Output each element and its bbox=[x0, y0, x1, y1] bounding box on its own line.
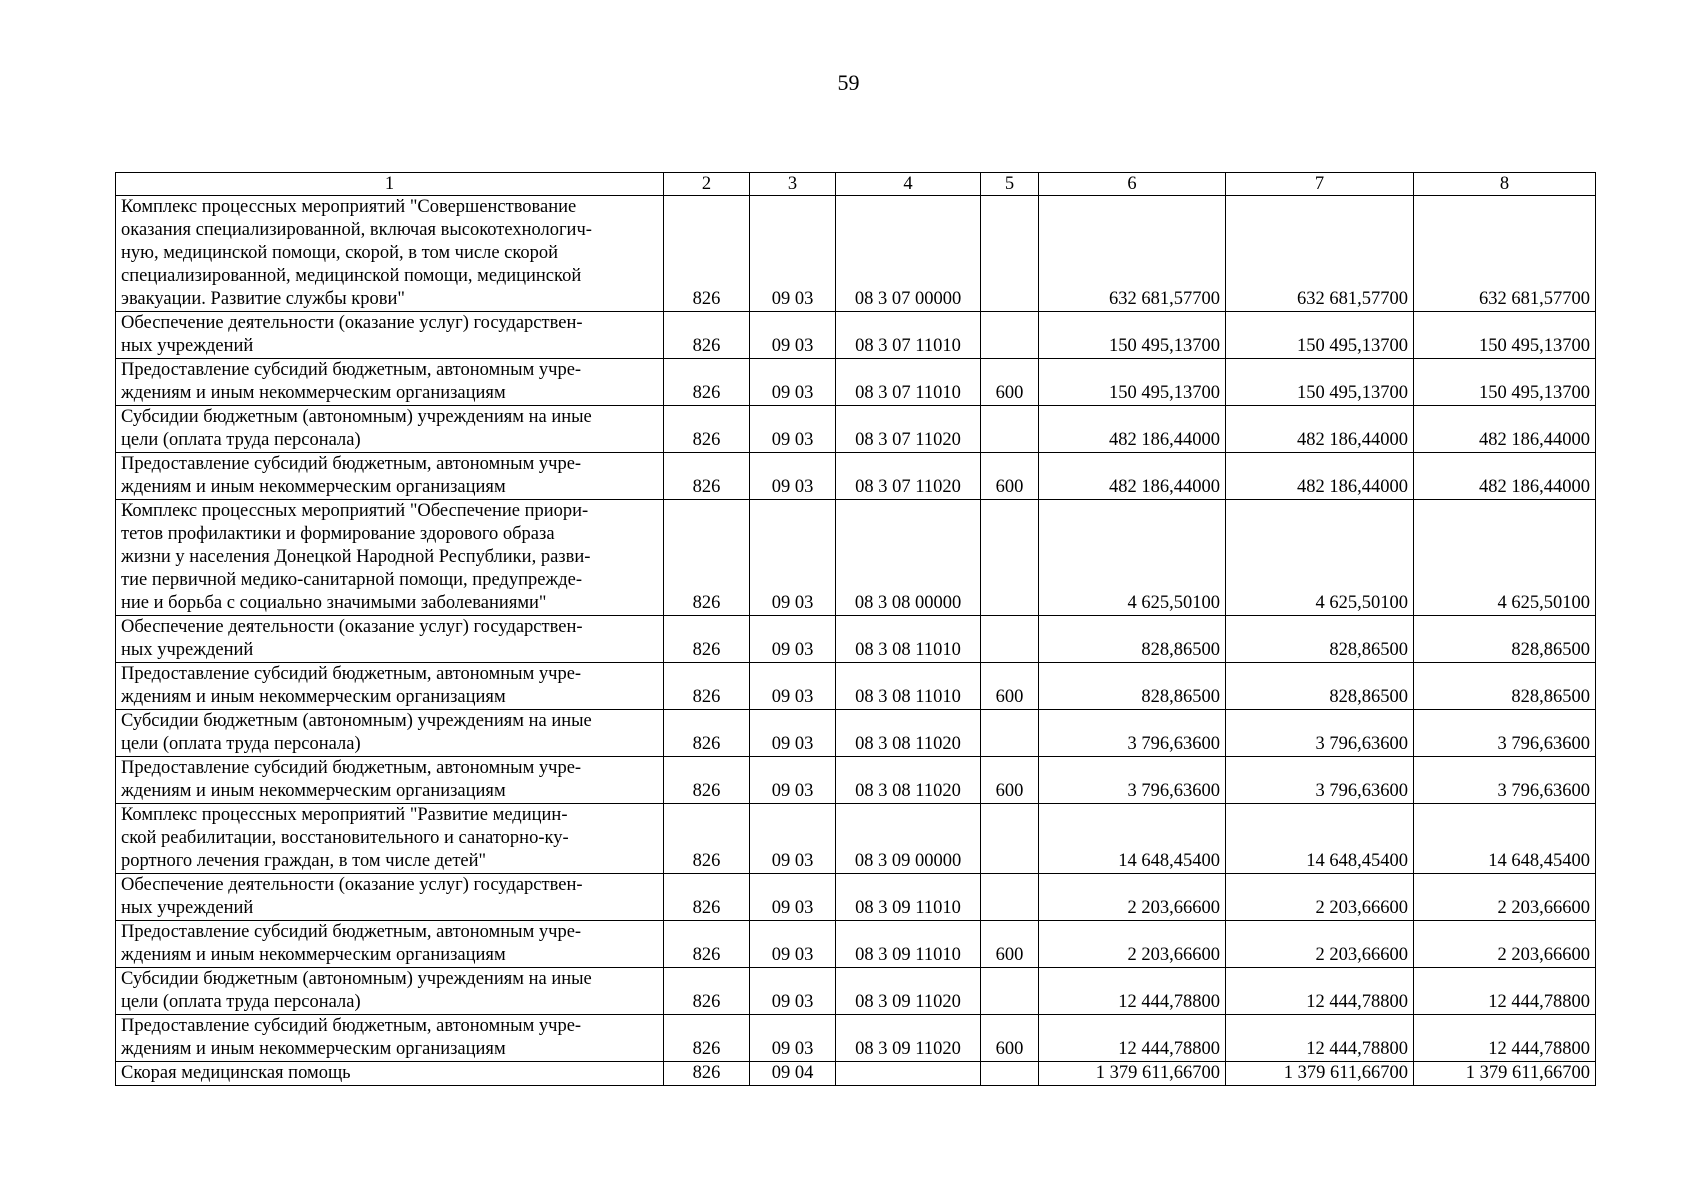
amount-year2-cell: 2 203,66600 bbox=[1226, 874, 1414, 921]
row-name-cell bbox=[116, 406, 664, 453]
subsection-code-cell: 09 04 bbox=[750, 1062, 836, 1086]
row-name-cell bbox=[116, 453, 664, 500]
amount-year2-cell: 12 444,78800 bbox=[1226, 1015, 1414, 1062]
target-article-cell: 08 3 08 00000 bbox=[836, 500, 981, 616]
section-code-cell: 826 bbox=[664, 710, 750, 757]
amount-year1-cell: 3 796,63600 bbox=[1039, 710, 1226, 757]
row-name-line: цели (оплата труда персонала) bbox=[121, 734, 361, 754]
header-col-8: 8 bbox=[1414, 173, 1596, 196]
table-row bbox=[116, 312, 1596, 359]
target-article-cell: 08 3 09 11010 bbox=[836, 921, 981, 968]
section-code-cell: 826 bbox=[664, 757, 750, 804]
row-name-line: ждениям и иным некоммерческим организациям bbox=[121, 1039, 506, 1059]
row-name-line: Предоставление субсидий бюджетным, автономным учре- bbox=[121, 758, 582, 778]
section-code-cell: 826 bbox=[664, 196, 750, 312]
expense-type-cell bbox=[981, 1062, 1039, 1086]
target-article-cell: 08 3 07 00000 bbox=[836, 196, 981, 312]
amount-year3-cell: 632 681,57700 bbox=[1414, 196, 1596, 312]
table-row bbox=[116, 804, 1596, 874]
table-row bbox=[116, 710, 1596, 757]
amount-year2-cell: 828,86500 bbox=[1226, 616, 1414, 663]
amount-year3-cell: 482 186,44000 bbox=[1414, 406, 1596, 453]
header-row bbox=[116, 173, 1596, 196]
row-name-line: Предоставление субсидий бюджетным, автономным учре- bbox=[121, 1016, 582, 1036]
table-row bbox=[116, 500, 1596, 616]
amount-year1-cell: 12 444,78800 bbox=[1039, 1015, 1226, 1062]
amount-year3-cell: 2 203,66600 bbox=[1414, 874, 1596, 921]
amount-year2-cell: 12 444,78800 bbox=[1226, 968, 1414, 1015]
row-name-line: ных учреждений bbox=[121, 640, 254, 660]
amount-year3-cell: 482 186,44000 bbox=[1414, 453, 1596, 500]
row-name-line: Субсидии бюджетным (автономным) учреждениям на иные bbox=[121, 711, 592, 731]
amount-year3-cell: 1 379 611,66700 bbox=[1414, 1062, 1596, 1086]
target-article-cell: 08 3 09 11010 bbox=[836, 874, 981, 921]
expense-type-cell: 600 bbox=[981, 453, 1039, 500]
amount-year1-cell: 482 186,44000 bbox=[1039, 453, 1226, 500]
amount-year1-cell: 2 203,66600 bbox=[1039, 921, 1226, 968]
row-name-line: Предоставление субсидий бюджетным, автономным учре- bbox=[121, 664, 582, 684]
row-name-line: специализированной, медицинской помощи, медицинской bbox=[121, 266, 582, 286]
subsection-code-cell: 09 03 bbox=[750, 757, 836, 804]
amount-year2-cell: 1 379 611,66700 bbox=[1226, 1062, 1414, 1086]
row-name-line: ных учреждений bbox=[121, 898, 254, 918]
row-name-line: Обеспечение деятельности (оказание услуг) государствен- bbox=[121, 617, 583, 637]
row-name-line: ждениям и иным некоммерческим организациям bbox=[121, 945, 506, 965]
row-name-line: Предоставление субсидий бюджетным, автономным учре- bbox=[121, 922, 582, 942]
section-code-cell: 826 bbox=[664, 312, 750, 359]
expense-type-cell bbox=[981, 874, 1039, 921]
amount-year2-cell: 632 681,57700 bbox=[1226, 196, 1414, 312]
section-code-cell: 826 bbox=[664, 406, 750, 453]
header-col-6: 6 bbox=[1039, 173, 1226, 196]
expense-type-cell: 600 bbox=[981, 921, 1039, 968]
table-row bbox=[116, 196, 1596, 312]
row-name-line: ние и борьба с социально значимыми заболеваниями" bbox=[121, 593, 547, 613]
row-name-line: Предоставление субсидий бюджетным, автономным учре- bbox=[121, 360, 582, 380]
amount-year2-cell: 482 186,44000 bbox=[1226, 406, 1414, 453]
amount-year2-cell: 3 796,63600 bbox=[1226, 757, 1414, 804]
expense-type-cell bbox=[981, 312, 1039, 359]
target-article-cell: 08 3 09 11020 bbox=[836, 1015, 981, 1062]
row-name-line: ных учреждений bbox=[121, 336, 254, 356]
row-name-cell bbox=[116, 804, 664, 874]
section-code-cell: 826 bbox=[664, 804, 750, 874]
row-name-line: Скорая медицинская помощь bbox=[121, 1063, 351, 1083]
subsection-code-cell: 09 03 bbox=[750, 804, 836, 874]
amount-year1-cell: 828,86500 bbox=[1039, 663, 1226, 710]
section-code-cell: 826 bbox=[664, 968, 750, 1015]
row-name-line: цели (оплата труда персонала) bbox=[121, 992, 361, 1012]
target-article-cell: 08 3 08 11020 bbox=[836, 757, 981, 804]
row-name-cell bbox=[116, 196, 664, 312]
amount-year3-cell: 2 203,66600 bbox=[1414, 921, 1596, 968]
table-row bbox=[116, 453, 1596, 500]
amount-year1-cell: 3 796,63600 bbox=[1039, 757, 1226, 804]
section-code-cell: 826 bbox=[664, 500, 750, 616]
expense-type-cell bbox=[981, 968, 1039, 1015]
amount-year1-cell: 12 444,78800 bbox=[1039, 968, 1226, 1015]
header-col-1: 1 bbox=[116, 173, 664, 196]
subsection-code-cell: 09 03 bbox=[750, 968, 836, 1015]
amount-year2-cell: 150 495,13700 bbox=[1226, 359, 1414, 406]
amount-year2-cell: 482 186,44000 bbox=[1226, 453, 1414, 500]
amount-year2-cell: 150 495,13700 bbox=[1226, 312, 1414, 359]
amount-year3-cell: 828,86500 bbox=[1414, 616, 1596, 663]
target-article-cell: 08 3 09 00000 bbox=[836, 804, 981, 874]
target-article-cell: 08 3 09 11020 bbox=[836, 968, 981, 1015]
target-article-cell bbox=[836, 1062, 981, 1086]
section-code-cell: 826 bbox=[664, 359, 750, 406]
table-row bbox=[116, 1062, 1596, 1086]
row-name-line: Предоставление субсидий бюджетным, автономным учре- bbox=[121, 454, 582, 474]
subsection-code-cell: 09 03 bbox=[750, 453, 836, 500]
row-name-line: рортного лечения граждан, в том числе детей" bbox=[121, 851, 487, 871]
amount-year3-cell: 12 444,78800 bbox=[1414, 968, 1596, 1015]
subsection-code-cell: 09 03 bbox=[750, 874, 836, 921]
row-name-cell bbox=[116, 921, 664, 968]
subsection-code-cell: 09 03 bbox=[750, 663, 836, 710]
row-name-line: ждениям и иным некоммерческим организациям bbox=[121, 477, 506, 497]
row-name-line: Комплекс процессных мероприятий "Совершенствование bbox=[121, 197, 577, 217]
table-row bbox=[116, 921, 1596, 968]
row-name-line: Субсидии бюджетным (автономным) учреждениям на иные bbox=[121, 969, 592, 989]
amount-year1-cell: 150 495,13700 bbox=[1039, 312, 1226, 359]
section-code-cell: 826 bbox=[664, 1062, 750, 1086]
table-body bbox=[116, 196, 1596, 1086]
row-name-line: ждениям и иным некоммерческим организациям bbox=[121, 781, 506, 801]
section-code-cell: 826 bbox=[664, 453, 750, 500]
row-name-cell bbox=[116, 1062, 664, 1086]
target-article-cell: 08 3 07 11010 bbox=[836, 359, 981, 406]
table-row bbox=[116, 757, 1596, 804]
header-col-4: 4 bbox=[836, 173, 981, 196]
header-col-3: 3 bbox=[750, 173, 836, 196]
amount-year1-cell: 150 495,13700 bbox=[1039, 359, 1226, 406]
expense-type-cell bbox=[981, 500, 1039, 616]
amount-year1-cell: 14 648,45400 bbox=[1039, 804, 1226, 874]
table-header bbox=[116, 173, 1596, 196]
row-name-line: ждениям и иным некоммерческим организациям bbox=[121, 383, 506, 403]
amount-year1-cell: 2 203,66600 bbox=[1039, 874, 1226, 921]
row-name-line: ную, медицинской помощи, скорой, в том числе скорой bbox=[121, 243, 559, 263]
row-name-cell bbox=[116, 312, 664, 359]
section-code-cell: 826 bbox=[664, 921, 750, 968]
row-name-cell bbox=[116, 359, 664, 406]
table-row bbox=[116, 406, 1596, 453]
budget-table bbox=[115, 172, 1596, 1086]
target-article-cell: 08 3 07 11020 bbox=[836, 453, 981, 500]
amount-year3-cell: 3 796,63600 bbox=[1414, 710, 1596, 757]
row-name-line: эвакуации. Развитие службы крови" bbox=[121, 289, 405, 309]
amount-year2-cell: 14 648,45400 bbox=[1226, 804, 1414, 874]
row-name-line: Обеспечение деятельности (оказание услуг) государствен- bbox=[121, 313, 583, 333]
table-row bbox=[116, 616, 1596, 663]
target-article-cell: 08 3 07 11010 bbox=[836, 312, 981, 359]
target-article-cell: 08 3 07 11020 bbox=[836, 406, 981, 453]
table-row bbox=[116, 874, 1596, 921]
amount-year3-cell: 3 796,63600 bbox=[1414, 757, 1596, 804]
amount-year3-cell: 150 495,13700 bbox=[1414, 312, 1596, 359]
amount-year1-cell: 4 625,50100 bbox=[1039, 500, 1226, 616]
row-name-line: цели (оплата труда персонала) bbox=[121, 430, 361, 450]
expense-type-cell: 600 bbox=[981, 663, 1039, 710]
amount-year3-cell: 14 648,45400 bbox=[1414, 804, 1596, 874]
row-name-line: ской реабилитации, восстановительного и санаторно-ку- bbox=[121, 828, 569, 848]
section-code-cell: 826 bbox=[664, 874, 750, 921]
subsection-code-cell: 09 03 bbox=[750, 196, 836, 312]
row-name-line: Комплекс процессных мероприятий "Развитие медицин- bbox=[121, 805, 568, 825]
row-name-line: Обеспечение деятельности (оказание услуг) государствен- bbox=[121, 875, 583, 895]
row-name-cell bbox=[116, 1015, 664, 1062]
amount-year1-cell: 632 681,57700 bbox=[1039, 196, 1226, 312]
expense-type-cell bbox=[981, 710, 1039, 757]
expense-type-cell bbox=[981, 804, 1039, 874]
subsection-code-cell: 09 03 bbox=[750, 1015, 836, 1062]
amount-year3-cell: 150 495,13700 bbox=[1414, 359, 1596, 406]
expense-type-cell bbox=[981, 196, 1039, 312]
amount-year2-cell: 828,86500 bbox=[1226, 663, 1414, 710]
row-name-cell bbox=[116, 874, 664, 921]
row-name-line: тие первичной медико-санитарной помощи, предупрежде- bbox=[121, 570, 583, 590]
subsection-code-cell: 09 03 bbox=[750, 710, 836, 757]
subsection-code-cell: 09 03 bbox=[750, 616, 836, 663]
row-name-line: ждениям и иным некоммерческим организациям bbox=[121, 687, 506, 707]
subsection-code-cell: 09 03 bbox=[750, 921, 836, 968]
subsection-code-cell: 09 03 bbox=[750, 406, 836, 453]
row-name-cell bbox=[116, 616, 664, 663]
row-name-line: Комплекс процессных мероприятий "Обеспечение приори- bbox=[121, 501, 589, 521]
expense-type-cell bbox=[981, 406, 1039, 453]
amount-year2-cell: 3 796,63600 bbox=[1226, 710, 1414, 757]
row-name-cell bbox=[116, 663, 664, 710]
target-article-cell: 08 3 08 11010 bbox=[836, 616, 981, 663]
header-col-7: 7 bbox=[1226, 173, 1414, 196]
page-number: 59 bbox=[837, 70, 860, 95]
table-row bbox=[116, 359, 1596, 406]
amount-year1-cell: 828,86500 bbox=[1039, 616, 1226, 663]
amount-year2-cell: 4 625,50100 bbox=[1226, 500, 1414, 616]
header-col-5: 5 bbox=[981, 173, 1039, 196]
row-name-line: тетов профилактики и формирование здорового образа bbox=[121, 524, 555, 544]
table-row bbox=[116, 1015, 1596, 1062]
expense-type-cell: 600 bbox=[981, 757, 1039, 804]
row-name-cell bbox=[116, 500, 664, 616]
amount-year3-cell: 4 625,50100 bbox=[1414, 500, 1596, 616]
header-col-2: 2 bbox=[664, 173, 750, 196]
row-name-line: Субсидии бюджетным (автономным) учреждениям на иные bbox=[121, 407, 592, 427]
expense-type-cell bbox=[981, 616, 1039, 663]
row-name-cell bbox=[116, 757, 664, 804]
table-row bbox=[116, 968, 1596, 1015]
target-article-cell: 08 3 08 11010 bbox=[836, 663, 981, 710]
amount-year1-cell: 482 186,44000 bbox=[1039, 406, 1226, 453]
subsection-code-cell: 09 03 bbox=[750, 359, 836, 406]
table-row bbox=[116, 663, 1596, 710]
row-name-line: жизни у населения Донецкой Народной Республики, разви- bbox=[121, 547, 591, 567]
section-code-cell: 826 bbox=[664, 1015, 750, 1062]
section-code-cell: 826 bbox=[664, 663, 750, 710]
expense-type-cell: 600 bbox=[981, 1015, 1039, 1062]
expense-type-cell: 600 bbox=[981, 359, 1039, 406]
row-name-line: оказания специализированной, включая высокотехнологич- bbox=[121, 220, 592, 240]
subsection-code-cell: 09 03 bbox=[750, 312, 836, 359]
row-name-cell bbox=[116, 710, 664, 757]
amount-year3-cell: 12 444,78800 bbox=[1414, 1015, 1596, 1062]
row-name-cell bbox=[116, 968, 664, 1015]
amount-year1-cell: 1 379 611,66700 bbox=[1039, 1062, 1226, 1086]
subsection-code-cell: 09 03 bbox=[750, 500, 836, 616]
amount-year2-cell: 2 203,66600 bbox=[1226, 921, 1414, 968]
amount-year3-cell: 828,86500 bbox=[1414, 663, 1596, 710]
section-code-cell: 826 bbox=[664, 616, 750, 663]
target-article-cell: 08 3 08 11020 bbox=[836, 710, 981, 757]
